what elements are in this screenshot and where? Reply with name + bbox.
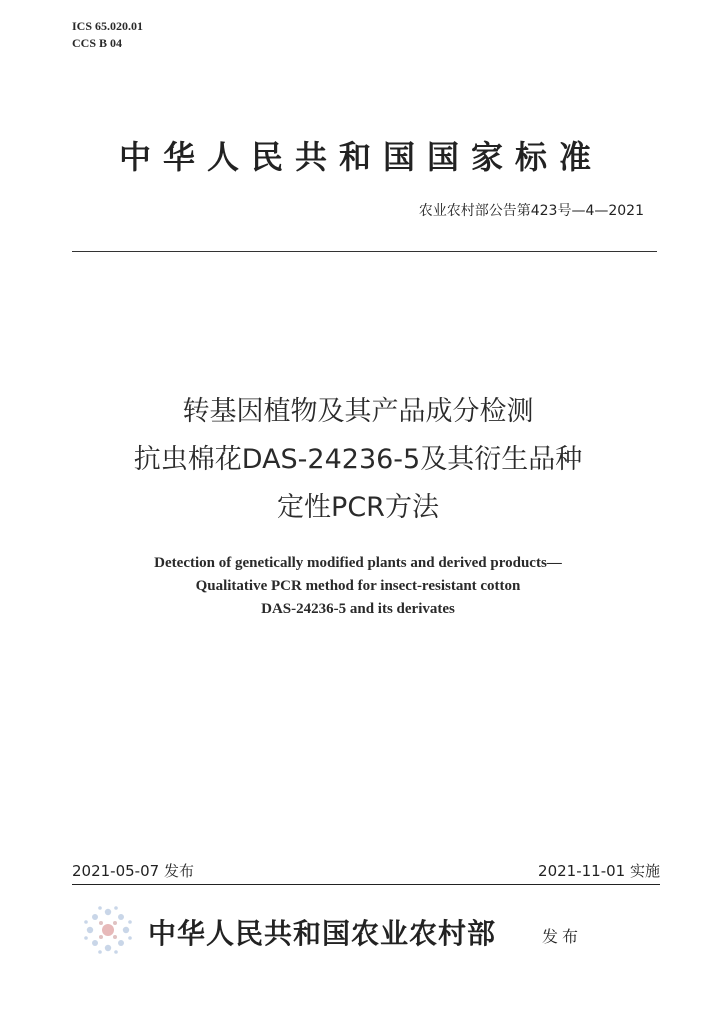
ics-code: ICS 65.020.01 — [72, 19, 144, 33]
chinese-title-line-2: 抗虫棉花DAS-24236-5及其衍生品种 — [133, 444, 583, 475]
ccs-code: CCS B 04 — [72, 36, 123, 50]
english-title-line-3: DAS-24236-5 and its derivates — [261, 601, 455, 617]
chinese-title-line-1: 转基因植物及其产品成分检测 — [182, 396, 534, 427]
english-title — [0, 552, 716, 621]
issue-date: 2021-05-07 发布 — [72, 862, 194, 880]
implementation-date: 2021-11-01 实施 — [538, 862, 660, 880]
english-title-line-2: Qualitative PCR method for insect-resistant cotton — [195, 578, 521, 594]
issue-label: 发布 — [542, 927, 583, 946]
classification-codes — [72, 18, 143, 52]
header-divider — [72, 251, 657, 252]
standard-number: 农业农村部公告第423号—4—2021 — [418, 203, 644, 219]
chinese-title — [0, 388, 716, 532]
standard-type-title: 中华人民共和国国家标准 — [118, 138, 603, 176]
footer-divider — [72, 884, 660, 885]
issuing-authority: 中华人民共和国农业农村部 — [148, 917, 497, 950]
ministry-emblem-icon — [80, 902, 136, 958]
english-title-line-1: Detection of genetically modified plants and derived products— — [154, 555, 562, 571]
chinese-title-line-3: 定性PCR方法 — [277, 492, 439, 523]
